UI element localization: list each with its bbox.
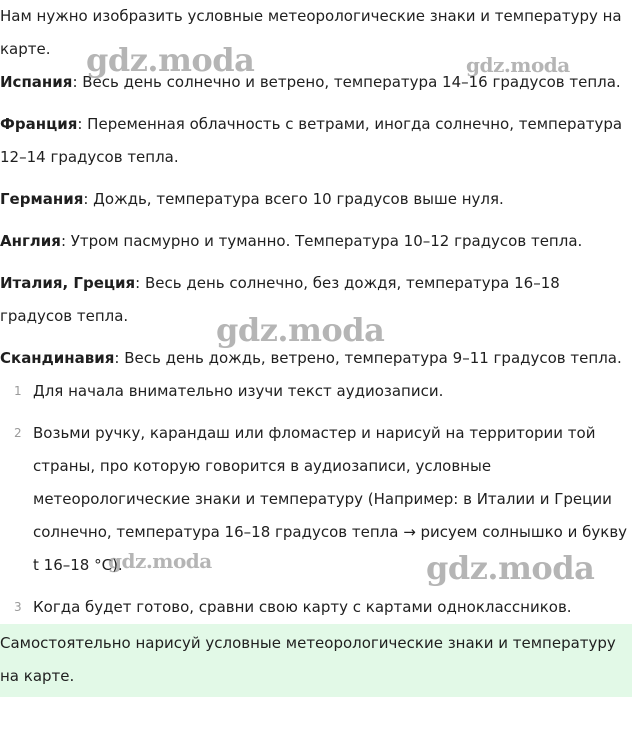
country-forecast: : Весь день дождь, ветрено, температура 9–11 градусов тепла. bbox=[114, 349, 622, 367]
country-england bbox=[0, 225, 628, 258]
country-france bbox=[0, 108, 628, 174]
country-forecast: : Утром пасмурно и туманно. Температура 10–12 градусов тепла. bbox=[60, 232, 583, 250]
country-forecast: : Дождь, температура всего 10 градусов выше нуля. bbox=[83, 190, 504, 208]
watermark: gdz.moda bbox=[466, 53, 570, 77]
country-germany bbox=[0, 183, 628, 216]
country-name: Италия, Греция bbox=[0, 274, 136, 292]
country-name: Скандинавия bbox=[0, 349, 115, 367]
step-number: 3 bbox=[14, 600, 22, 614]
step-number: 2 bbox=[14, 426, 22, 440]
step-number: 1 bbox=[14, 384, 22, 398]
answer-text: Самостоятельно нарисуй условные метеорологические знаки и температуру на карте. bbox=[0, 634, 616, 685]
watermark: gdz.moda bbox=[108, 549, 212, 573]
country-name: Испания bbox=[0, 73, 73, 91]
country-forecast: : Весь день солнечно, без дождя, температура 16–18 градусов тепла. bbox=[0, 274, 560, 325]
country-name: Германия bbox=[0, 190, 84, 208]
answer-box bbox=[0, 624, 632, 697]
watermark: gdz.moda bbox=[426, 549, 595, 587]
intro-text: Нам нужно изобразить условные метеорологические знаки и температуру на карте. bbox=[0, 7, 622, 58]
step-text: Когда будет готово, сравни свою карту с картами одноклассников. bbox=[33, 598, 572, 616]
step-item bbox=[0, 375, 632, 417]
country-forecast: : Переменная облачность с ветрами, иногда солнечно, температура 12–14 градусов тепла. bbox=[0, 115, 623, 166]
watermark: gdz.moda bbox=[86, 41, 255, 79]
country-forecast: : Весь день солнечно и ветрено, температура 14–16 градусов тепла. bbox=[72, 73, 621, 91]
country-name: Франция bbox=[0, 115, 78, 133]
step-text: Возьми ручку, карандаш или фломастер и нарисуй на территории той страны, про которую говорится в аудиозаписи, условные метеорологические знаки и температуру (Например: в Италии и Греции солнечно, температура 16–18 градусов тепла → рисуем солнышко и букву t 16–18 °C). bbox=[33, 424, 628, 574]
step-text: Для начала внимательно изучи текст аудиозаписи. bbox=[33, 382, 444, 400]
country-name: Англия bbox=[0, 232, 61, 250]
step-item bbox=[0, 591, 632, 624]
watermark: gdz.moda bbox=[216, 311, 385, 349]
